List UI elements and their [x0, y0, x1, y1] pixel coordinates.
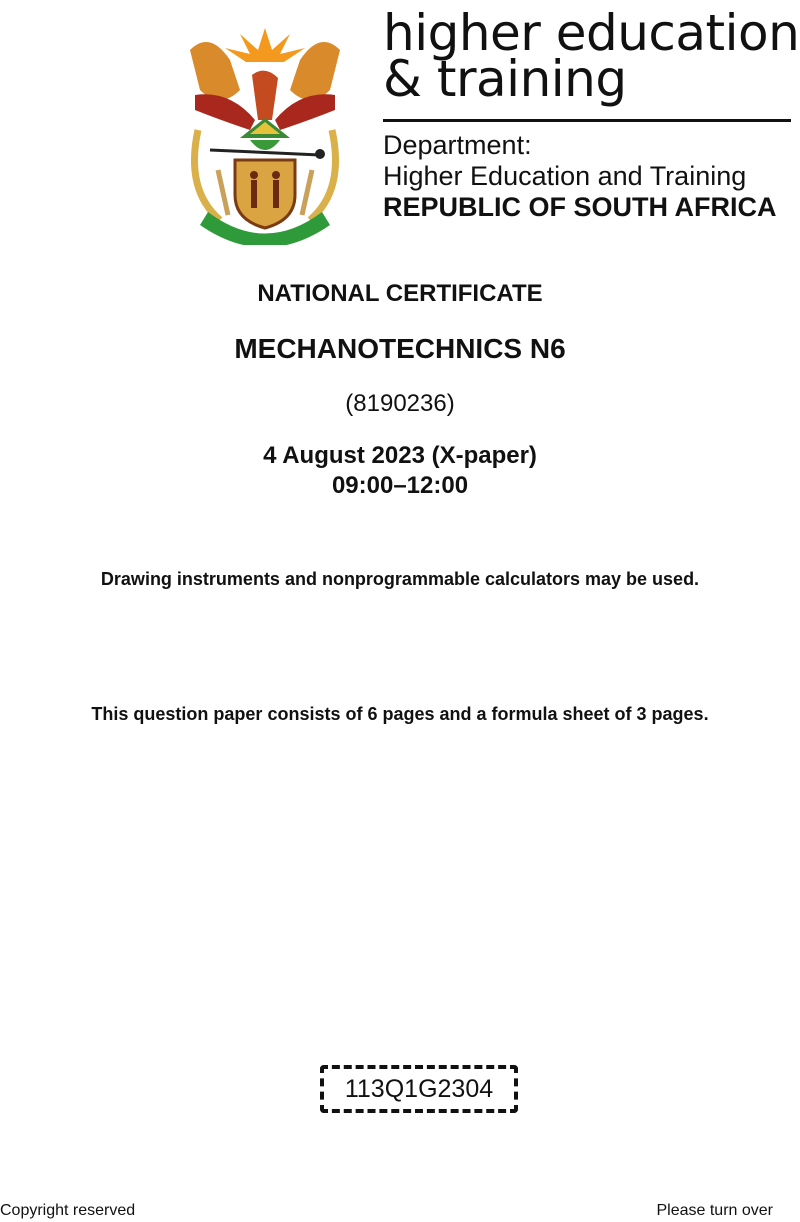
- subject-code: (8190236): [345, 390, 455, 417]
- exam-schedule: [0, 441, 800, 501]
- department-name: Higher Education and Training: [383, 161, 747, 191]
- tools-instruction: Drawing instruments and nonprogrammable calculators may be used.: [100, 569, 700, 589]
- exam-time: 09:00–12:00: [331, 472, 469, 499]
- brand-line-1: higher education: [383, 4, 800, 62]
- turn-over-footer: Please turn over: [656, 1202, 773, 1219]
- copyright-footer: Copyright reserved: [0, 1202, 136, 1219]
- coat-of-arms-logo: [180, 20, 350, 245]
- country-name: REPUBLIC OF SOUTH AFRICA: [383, 192, 777, 222]
- exam-date: 4 August 2023 (X-paper): [263, 442, 537, 469]
- paper-code-box: 113Q1G2304: [320, 1065, 518, 1113]
- coat-of-arms-icon: [180, 20, 350, 245]
- department-block: [383, 130, 777, 223]
- pages-instruction: This question paper consists of 6 pages and a formula sheet of 3 pages.: [91, 704, 709, 724]
- brand-wordmark: [383, 4, 800, 108]
- brand-divider: [383, 119, 791, 122]
- certificate-title: NATIONAL CERTIFICATE: [257, 280, 543, 307]
- subject-title: MECHANOTECHNICS N6: [234, 333, 566, 364]
- department-label: Department:: [383, 130, 532, 160]
- brand-line-2: & training: [383, 50, 627, 108]
